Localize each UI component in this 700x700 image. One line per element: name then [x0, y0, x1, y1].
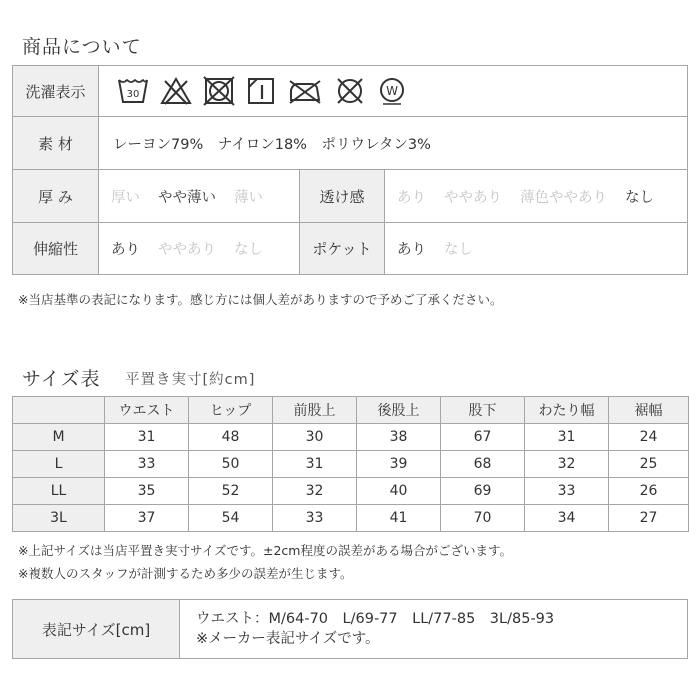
size-table-header — [13, 397, 689, 424]
header-cell: 股下 — [441, 397, 525, 424]
thickness-option: 厚い — [111, 189, 140, 206]
size-table-title: サイズ表 — [22, 368, 101, 390]
size-cell: M — [13, 424, 105, 451]
label-size-box — [12, 599, 688, 659]
value-cell: 33 — [525, 478, 609, 505]
value-cell: 33 — [105, 451, 189, 478]
value-cell: 34 — [525, 505, 609, 532]
stretch-option: ややあり — [158, 242, 216, 258]
no-tumble-dry-icon — [203, 76, 235, 106]
table-row — [13, 424, 689, 451]
sheer-option-selected: なし — [625, 189, 654, 206]
thickness-sheer-row — [13, 170, 687, 223]
value-cell: 40 — [357, 478, 441, 505]
value-cell: 37 — [105, 505, 189, 532]
value-cell: 41 — [357, 505, 441, 532]
pocket-label: ポケット — [299, 223, 385, 274]
thickness-options — [99, 170, 299, 222]
size-cell: LL — [13, 478, 105, 505]
wash-30-icon — [117, 76, 149, 106]
sheer-label: 透け感 — [299, 170, 385, 222]
product-info-title: 商品について — [22, 36, 142, 58]
iron-low-icon — [287, 76, 323, 106]
product-info-table — [12, 65, 688, 275]
size-cell: L — [13, 451, 105, 478]
header-cell: ヒップ — [189, 397, 273, 424]
value-cell: 69 — [441, 478, 525, 505]
sheer-option: ややあり — [444, 189, 502, 206]
wet-clean-text: W — [386, 84, 398, 98]
no-bleach-icon — [160, 76, 192, 106]
sheer-options — [385, 170, 672, 222]
stretch-pocket-row — [13, 223, 687, 274]
sheer-option: あり — [397, 189, 426, 206]
thickness-option: 薄い — [234, 189, 263, 206]
value-cell: 70 — [441, 505, 525, 532]
stretch-options — [99, 223, 299, 274]
size-table-subtitle: 平置き実寸[約cm] — [125, 372, 256, 388]
care-icons — [99, 66, 687, 116]
value-cell: 32 — [273, 478, 357, 505]
care-row — [13, 66, 687, 117]
value-cell: 30 — [273, 424, 357, 451]
size-note-2: ※複数人のスタッフが計測するため多少の誤差が生じます。 — [18, 566, 353, 581]
line-dry-icon — [246, 76, 276, 106]
value-cell: 32 — [525, 451, 609, 478]
table-row — [13, 451, 689, 478]
wet-clean-icon — [377, 76, 407, 106]
value-cell: 26 — [609, 478, 689, 505]
value-cell: 27 — [609, 505, 689, 532]
value-cell: 39 — [357, 451, 441, 478]
wash-temp-text: 30 — [126, 89, 140, 100]
label-size-value: ウエスト：M/64-70 L/69-77 LL/77-85 3L/85-93 — [196, 611, 555, 627]
label-size-text — [180, 600, 554, 658]
value-cell: 54 — [189, 505, 273, 532]
value-cell: 31 — [525, 424, 609, 451]
product-note: ※当店基準の表記になります。感じ方には個人差がありますので予めご了承ください。 — [18, 292, 503, 307]
material-row — [13, 117, 687, 170]
label-size-note: ※メーカー表記サイズです。 — [196, 631, 380, 647]
value-cell: 50 — [189, 451, 273, 478]
size-note-1: ※上記サイズは当店平置き実寸サイズです。±2cm程度の誤差がある場合がございます。 — [18, 543, 512, 558]
label-size-label: 表記サイズ[cm] — [13, 600, 180, 658]
value-cell: 68 — [441, 451, 525, 478]
thickness-label: 厚 み — [13, 170, 99, 222]
value-cell: 25 — [609, 451, 689, 478]
stretch-option-selected: あり — [111, 242, 140, 258]
value-cell: 35 — [105, 478, 189, 505]
value-cell: 67 — [441, 424, 525, 451]
header-cell: 後股上 — [357, 397, 441, 424]
thickness-option-selected: やや薄い — [158, 189, 216, 206]
value-cell: 31 — [105, 424, 189, 451]
header-cell: ウエスト — [105, 397, 189, 424]
stretch-label: 伸縮性 — [13, 223, 99, 274]
table-row — [13, 478, 689, 505]
pocket-option: なし — [444, 242, 473, 258]
care-label: 洗濯表示 — [13, 66, 99, 116]
value-cell: 48 — [189, 424, 273, 451]
material-label: 素 材 — [13, 117, 99, 169]
value-cell: 31 — [273, 451, 357, 478]
value-cell: 52 — [189, 478, 273, 505]
header-cell — [13, 397, 105, 424]
header-cell: 前股上 — [273, 397, 357, 424]
header-cell: わたり幅 — [525, 397, 609, 424]
pocket-option-selected: あり — [397, 242, 426, 258]
material-value: レーヨン79% ナイロン18% ポリウレタン3% — [113, 136, 431, 153]
sheer-option: 薄色ややあり — [520, 189, 607, 206]
size-table — [12, 396, 689, 532]
no-dryclean-icon — [334, 76, 366, 106]
stretch-option: なし — [234, 242, 263, 258]
header-cell: 裾幅 — [609, 397, 689, 424]
pocket-options — [385, 223, 491, 274]
table-row — [13, 505, 689, 532]
value-cell: 24 — [609, 424, 689, 451]
size-cell: 3L — [13, 505, 105, 532]
value-cell: 38 — [357, 424, 441, 451]
value-cell: 33 — [273, 505, 357, 532]
